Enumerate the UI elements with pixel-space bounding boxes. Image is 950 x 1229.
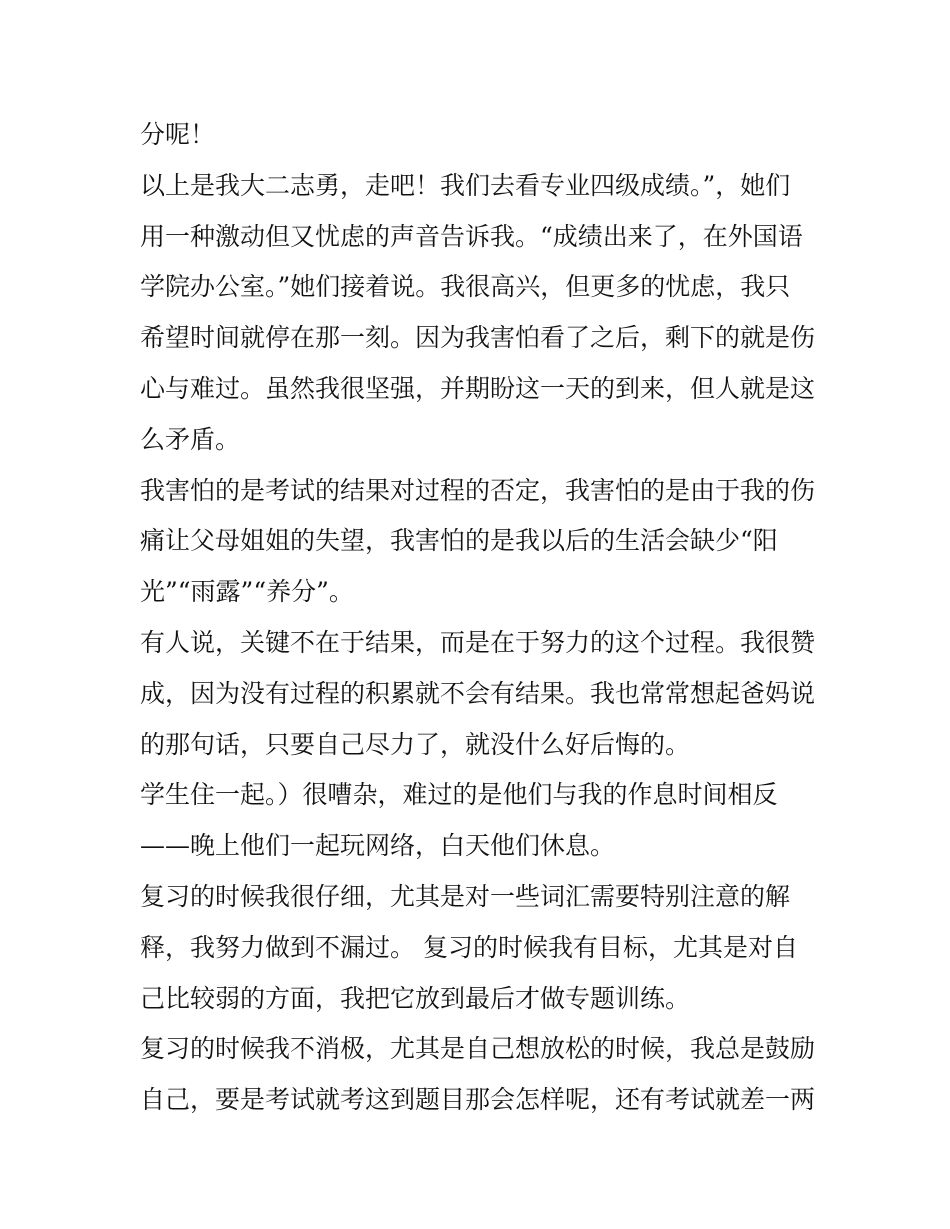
text-line: 光”“雨露”“养分”。 [140, 577, 354, 607]
text-line: 的那句话，只要自己尽力了，就没什么好后悔的。 [140, 729, 691, 759]
text-line: 释，我努力做到不漏过。 复习的时候我有目标，尤其是对自 [140, 932, 798, 962]
text-line: 成，因为没有过程的积累就不会有结果。我也常常想起爸妈说 [140, 678, 816, 708]
text-line: 有人说，关键不在于结果，而是在于努力的这个过程。我很赞 [140, 627, 816, 657]
text-line: 学生住一起。）很嘈杂，难过的是他们与我的作息时间相反 [140, 780, 778, 810]
text-line: 学院办公室。”她们接着说。我很高兴，但更多的忧虑，我只 [140, 272, 791, 302]
text-line: 么矛盾。 [140, 424, 241, 454]
text-line: ——晚上他们一起玩网络，白天他们休息。 [140, 831, 616, 861]
text-line: 以上是我大二志勇，走吧！我们去看专业四级成绩。”，她们 [140, 170, 791, 200]
text-line: 痛让父母姐姐的失望，我害怕的是我以后的生活会缺少“阳 [140, 526, 778, 556]
text-line: 分呢！ [140, 120, 216, 149]
text-line: 用一种激动但又忧虑的声音告诉我。“成绩出来了，在外国语 [140, 221, 803, 251]
text-line: 自己，要是考试就考这到题目那会怎样呢，还有考试就差一两 [140, 1085, 816, 1115]
text-line: 己比较弱的方面，我把它放到最后才做专题训练。 [140, 983, 691, 1013]
text-line: 希望时间就停在那一刻。因为我害怕看了之后，剩下的就是伤 [140, 323, 816, 353]
text-line: 心与难过。虽然我很坚强，并期盼这一天的到来，但人就是这 [140, 373, 816, 403]
text-line: 我害怕的是考试的结果对过程的否定，我害怕的是由于我的伤 [140, 475, 816, 505]
text-line: 复习的时候我很仔细，尤其是对一些词汇需要特别注意的解 [140, 881, 791, 911]
text-line: 复习的时候我不消极，尤其是自己想放松的时候，我总是鼓励 [140, 1034, 816, 1064]
body-text [140, 110, 820, 1126]
